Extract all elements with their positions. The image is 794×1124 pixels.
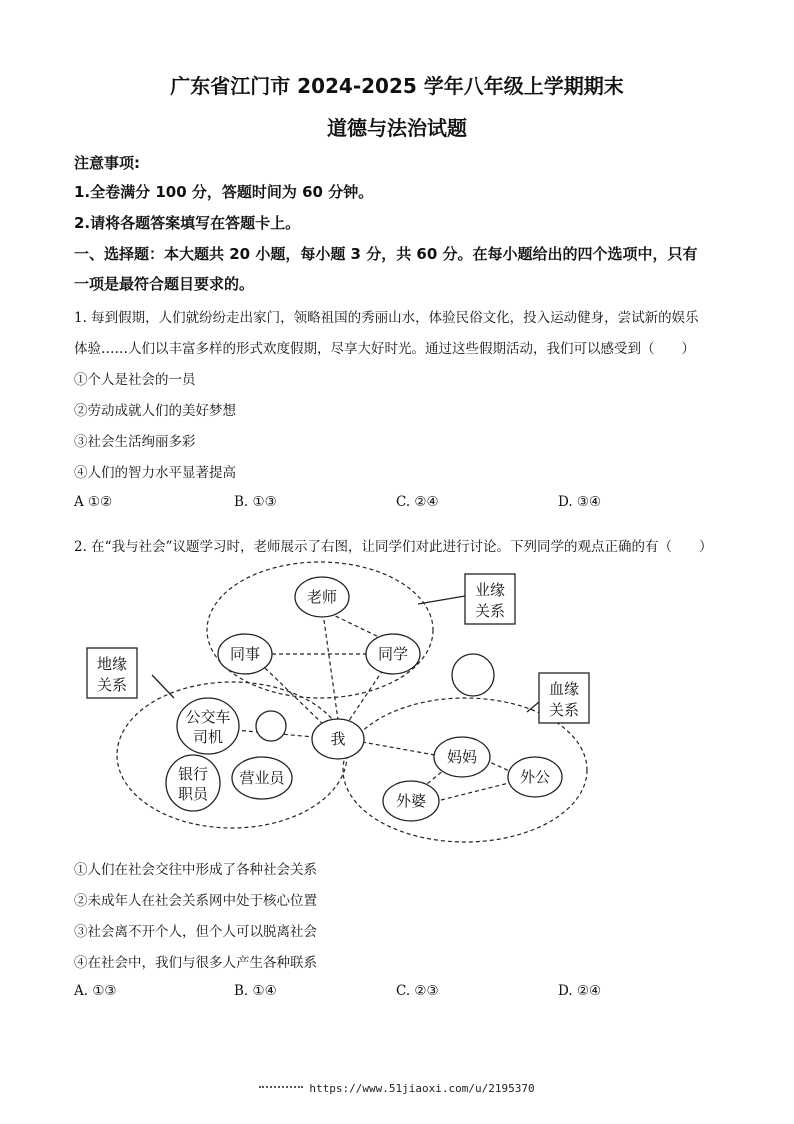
node-teacher-label: 老师 bbox=[306, 588, 338, 606]
footer-url[interactable]: https://www.51jiaoxi.com/u/2195370 bbox=[309, 1082, 535, 1095]
node-bank-label-1: 银行 bbox=[177, 765, 209, 783]
q2-statement-3: ③社会离不开个人，但个人可以脱离社会 bbox=[74, 924, 317, 940]
link-teacher-me bbox=[323, 613, 338, 720]
link-me-mom bbox=[362, 742, 435, 755]
section-instruction-line-1: 一、选择题：本大题共 20 小题，每小题 3 分，共 60 分。在每小题给出的四个选项中，只有 bbox=[74, 245, 698, 263]
q2-option-d[interactable]: D. ②④ bbox=[558, 983, 602, 999]
q1-option-c[interactable]: C. ②④ bbox=[396, 494, 439, 510]
q2-stem: 2. 在“我与社会”议题学习时，老师展示了右图，让同学们对此进行讨论。下列同学的观点正确的有（ ） bbox=[74, 539, 713, 555]
node-bus-driver-label-1: 公交车 bbox=[185, 708, 231, 726]
q2-option-a[interactable]: A. ①③ bbox=[74, 983, 117, 999]
node-shop-clerk-label: 营业员 bbox=[239, 769, 285, 787]
q2-statement-1: ①人们在社会交往中形成了各种社会关系 bbox=[74, 862, 317, 878]
label-career-2: 关系 bbox=[474, 602, 506, 620]
q1-statement-4: ④人们的智力水平显著提高 bbox=[74, 465, 236, 481]
node-mom-label: 妈妈 bbox=[446, 748, 478, 766]
link-classmate-me bbox=[348, 670, 383, 722]
empty-node-2 bbox=[256, 711, 286, 741]
q2-statement-2: ②未成年人在社会关系网中处于核心位置 bbox=[74, 893, 317, 909]
geo-relation-circle bbox=[117, 682, 347, 828]
q2-option-c[interactable]: C. ②③ bbox=[396, 983, 439, 999]
q1-stem-line-2: 体验……人们以丰富多样的形式欢度假期，尽享大好时光。通过这些假期活动，我们可以感受到（ ） bbox=[74, 341, 695, 357]
q2-option-b[interactable]: B. ①④ bbox=[234, 983, 277, 999]
q1-stem-line-1: 1. 每到假期，人们就纷纷走出家门，领略祖国的秀丽山水，体验民俗文化，投入运动健身，尝试新的娱乐 bbox=[74, 310, 699, 326]
footer-url-line[interactable] bbox=[0, 1082, 794, 1095]
node-grandma-label: 外婆 bbox=[395, 792, 427, 810]
footer-mark-icon bbox=[259, 1086, 303, 1092]
node-classmate-label: 同学 bbox=[377, 645, 409, 663]
exam-subtitle: 道德与法治试题 bbox=[327, 116, 467, 140]
section-instruction-line-2: 一项是最符合题目要求的。 bbox=[74, 275, 255, 293]
q1-option-b[interactable]: B. ①③ bbox=[234, 494, 277, 510]
q2-statement-4: ④在社会中，我们与很多人产生各种联系 bbox=[74, 955, 317, 971]
note-item-1: 1.全卷满分 100 分，答题时间为 60 分钟。 bbox=[74, 183, 374, 201]
social-relations-diagram bbox=[0, 560, 794, 850]
label-blood-2: 关系 bbox=[548, 701, 580, 719]
q1-option-a[interactable]: A ①② bbox=[74, 494, 113, 510]
note-item-2: 2.请将各题答案填写在答题卡上。 bbox=[74, 214, 301, 232]
q1-option-d[interactable]: D. ③④ bbox=[558, 494, 602, 510]
exam-title: 广东省江门市 2024-2025 学年八年级上学期期末 bbox=[170, 74, 624, 98]
q1-statement-2: ②劳动成就人们的美好梦想 bbox=[74, 403, 236, 419]
notes-heading: 注意事项: bbox=[74, 154, 140, 172]
label-geo-2: 关系 bbox=[96, 676, 128, 694]
label-geo-1: 地缘 bbox=[96, 655, 128, 673]
node-bank-label-2: 职员 bbox=[177, 785, 209, 803]
node-me-label: 我 bbox=[330, 730, 346, 748]
node-bus-driver-label-2: 司机 bbox=[192, 728, 224, 746]
empty-node-1 bbox=[452, 654, 494, 696]
label-blood-1: 血缘 bbox=[548, 680, 580, 698]
label-career-1: 业缘 bbox=[474, 581, 506, 599]
link-grandma-grandpa bbox=[441, 782, 513, 800]
q1-statement-3: ③社会生活绚丽多彩 bbox=[74, 434, 196, 450]
node-colleague-label: 同事 bbox=[229, 645, 261, 663]
q1-statement-1: ①个人是社会的一员 bbox=[74, 372, 196, 388]
node-grandpa-label: 外公 bbox=[519, 768, 551, 786]
